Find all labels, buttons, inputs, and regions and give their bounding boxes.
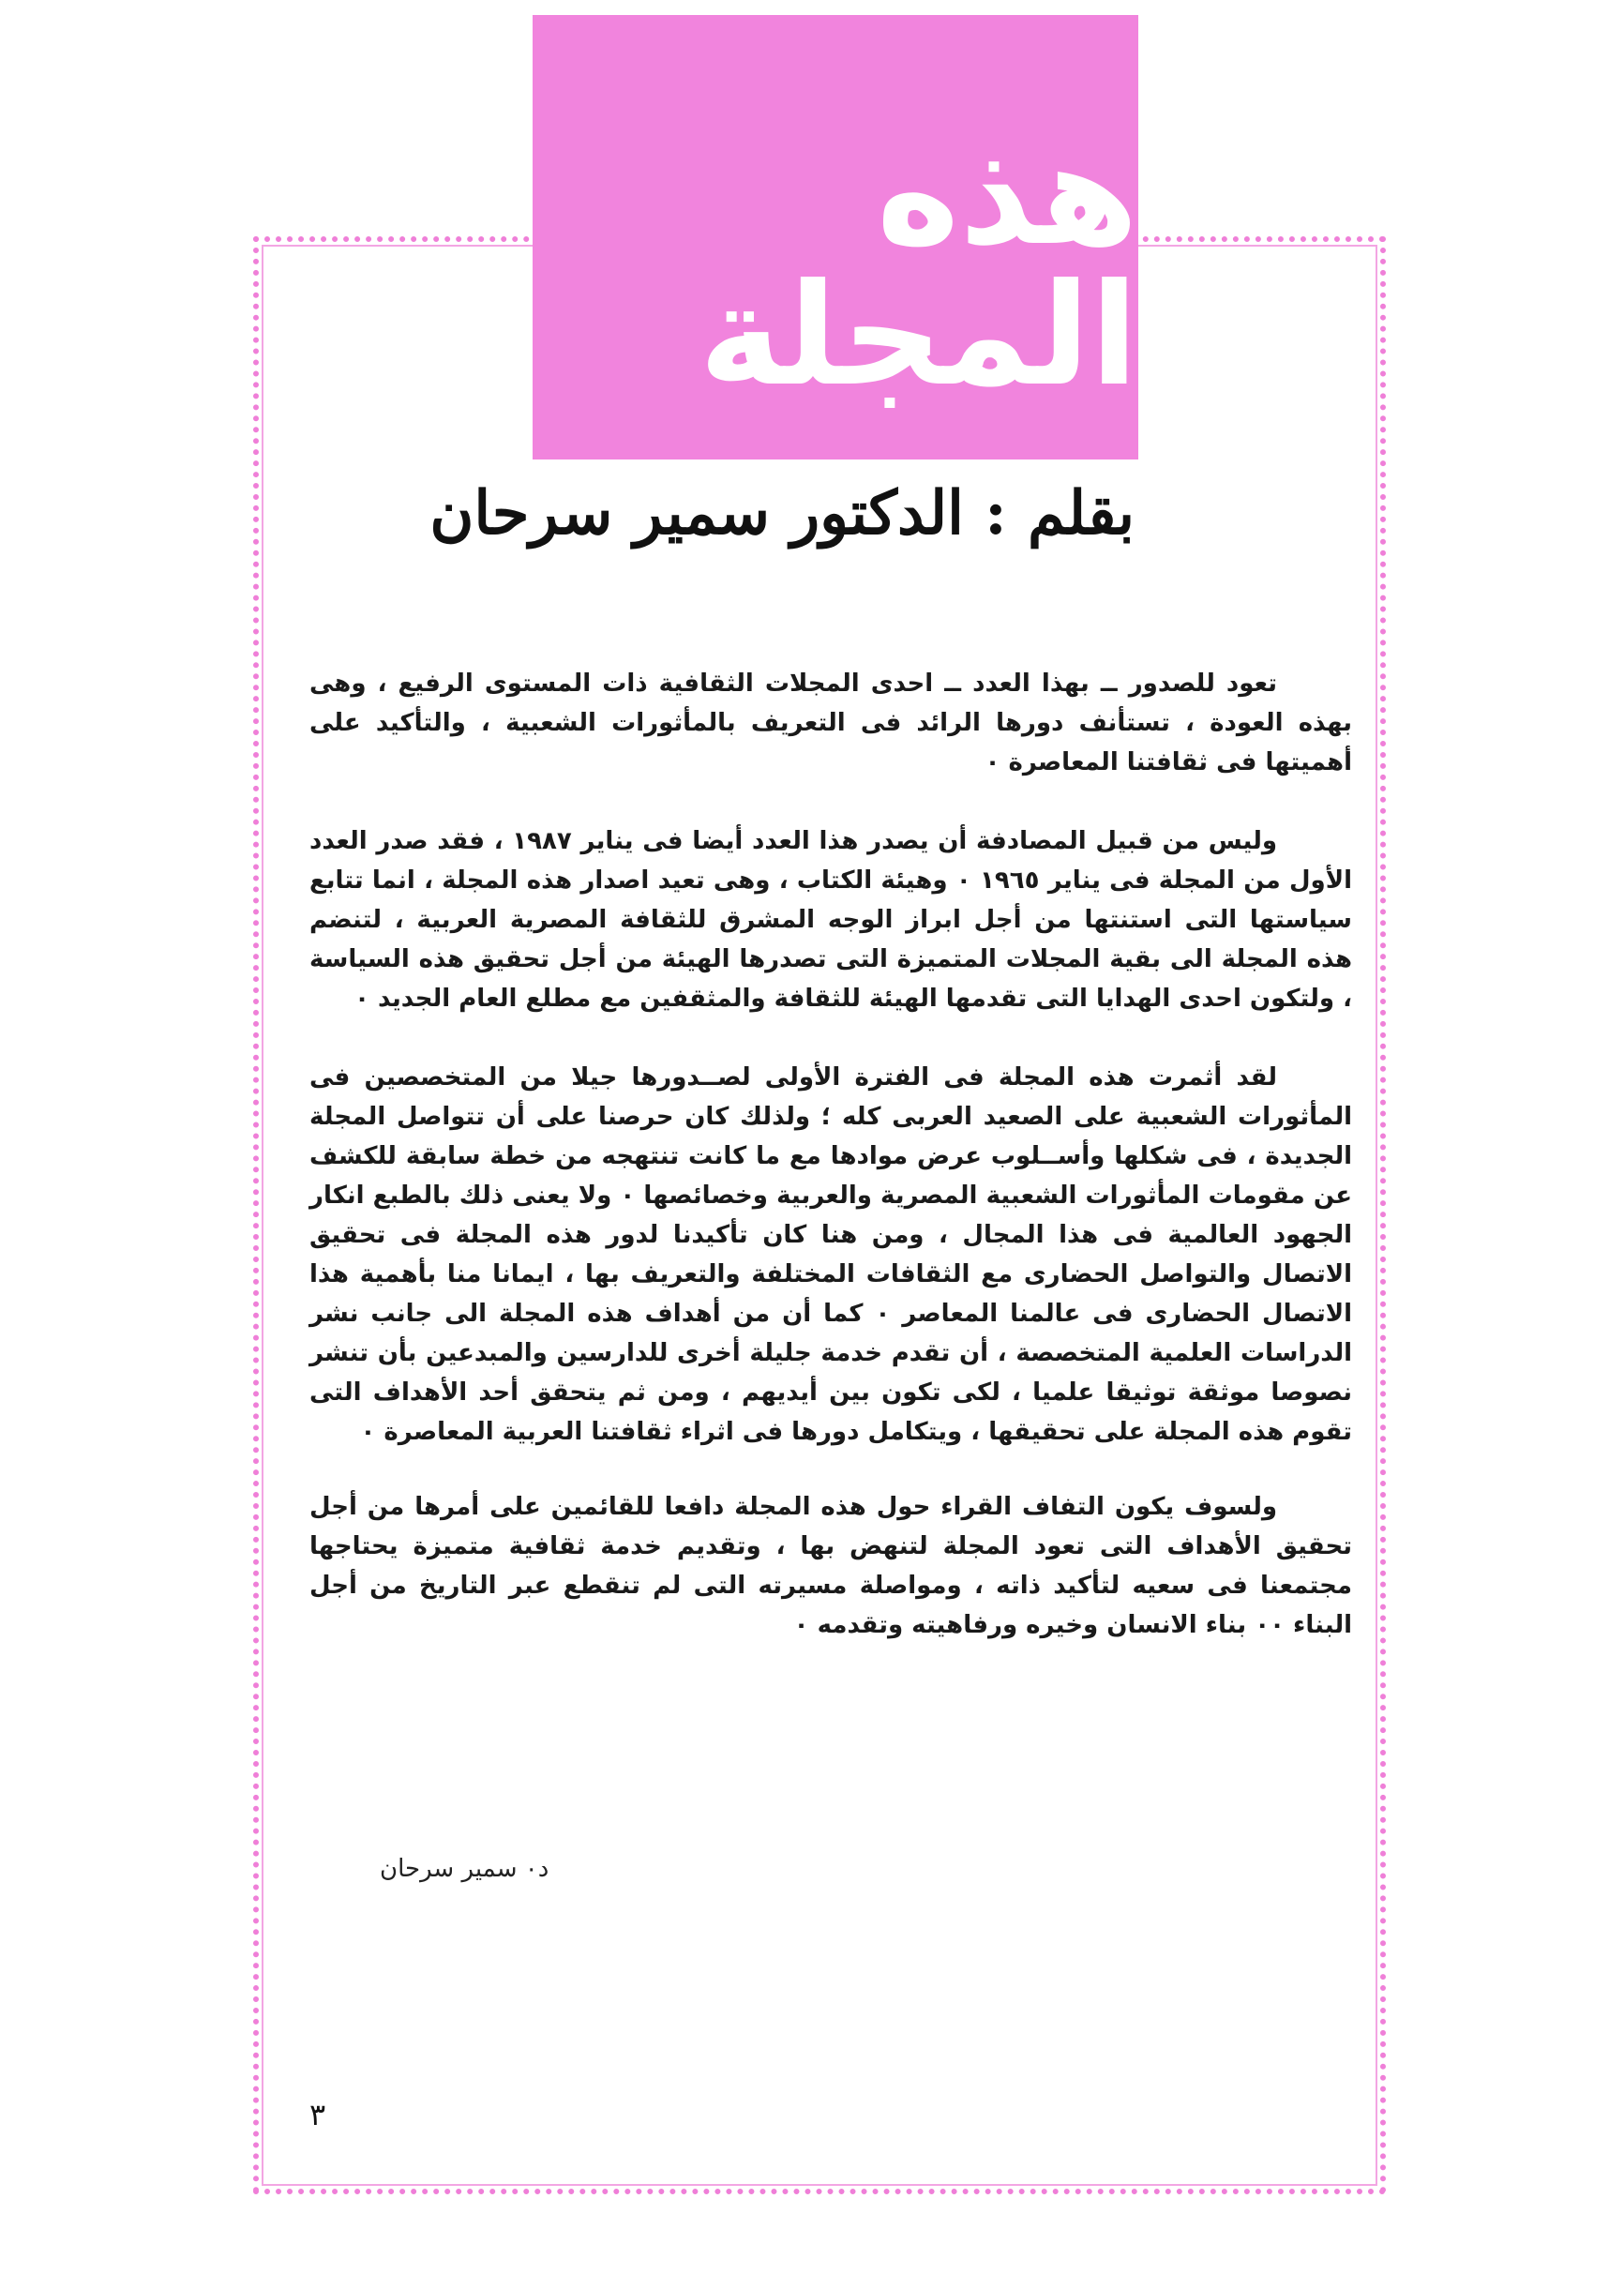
title-banner — [533, 15, 1138, 459]
paragraph-3: لقد أثمرت هذه المجلة فى الفترة الأولى لصــدورها جيلا من المتخصصين فى المأثورات الشعبية على الصعيد العربى كله ؛ ولذلك كان حرصنا على أن تتواصل المجلة الجديدة ، فى شكلها وأســلوب عرض موادها مع ما كانت تنتهجه من خطة سابقة للكشف عن مقومات المأثورات الشعبية المصرية والعربية وخصائصها ٠ ولا يعنى ذلك بالطبع انكار الجهود العالمية فى هذا المجال ، ومن هنا كان تأكيدنا لدور هذه المجلة فى تحقيق الاتصال والتواصل الحضارى مع الثقافات المختلفة والتعريف بها ، ايمانا منا بأهمية هذا الاتصال الحضارى فى عالمنا المعاصر ٠ كما أن من أهداف هذه المجلة الى جانب نشر الدراسات العلمية المتخصصة ، أن تقدم خدمة جليلة أخرى للدارسين والمبدعين بأن تنشر نصوصا موثقة توثيقا علميا ، لكى تكون بين أيديهم ، ومن ثم يتحقق أحد الأهداف التى تقوم هذه المجلة على تحقيقها ، ويتكامل دورها فى اثراء ثقافتنا العربية المعاصرة ٠ — [309, 1063, 1353, 1446]
paragraph-1: تعود للصدور ــ بهذا العدد ــ احدى المجلات الثقافية ذات المستوى الرفيع ، وهى بهذه العودة ، تستأنف دورها الرائد فى التعريف بالمأثورات الشعبية ، والتأكيد على أهميتها فى ثقافتنا المعاصرة ٠ — [309, 670, 1352, 776]
magazine-title: هذه المجلة — [699, 113, 1138, 417]
editorial-body — [309, 664, 1352, 1684]
paragraph-2: وليس من قبيل المصادفة أن يصدر هذا العدد أيضا فى يناير ١٩٨٧ ، فقد صدر العدد الأول من المجلة فى يناير ١٩٦٥ ٠ وهيئة الكتاب ، وهى تعيد اصدار هذه المجلة ، انما تتابع سياستها التى استنتها من أجل ابراز الوجه المشرق للثقافة المصرية العربية ، لتنضم هذه المجلة الى بقية المجلات المتميزة التى تصدرها الهيئة من أجل تحقيق هذه السياسة ، ولتكون احدى الهدايا التى تقدمها الهيئة للثقافة والمثقفين مع مطلع العام الجديد ٠ — [309, 827, 1352, 1013]
author-byline: بقلم : الدكتور سمير سرحان — [429, 478, 1135, 549]
page-number: ٣ — [309, 2097, 326, 2132]
author-signature: د٠ سمير سرحان — [380, 1855, 549, 1883]
paragraph-4: ولسوف يكون التفاف القراء حول هذه المجلة دافعا للقائمين على أمرها من أجل تحقيق الأهداف التى تعود المجلة لتنهض بها ، وتقديم خدمة ثقافية متميزة يحتاجها مجتمعنا فى سعيه لتأكيد ذاته ، ومواصلة مسيرته التى لم تنقطع عبر التاريخ من أجل البناء ٠٠ بناء الانسان وخيره ورفاهيته وتقدمه ٠ — [309, 1493, 1352, 1639]
